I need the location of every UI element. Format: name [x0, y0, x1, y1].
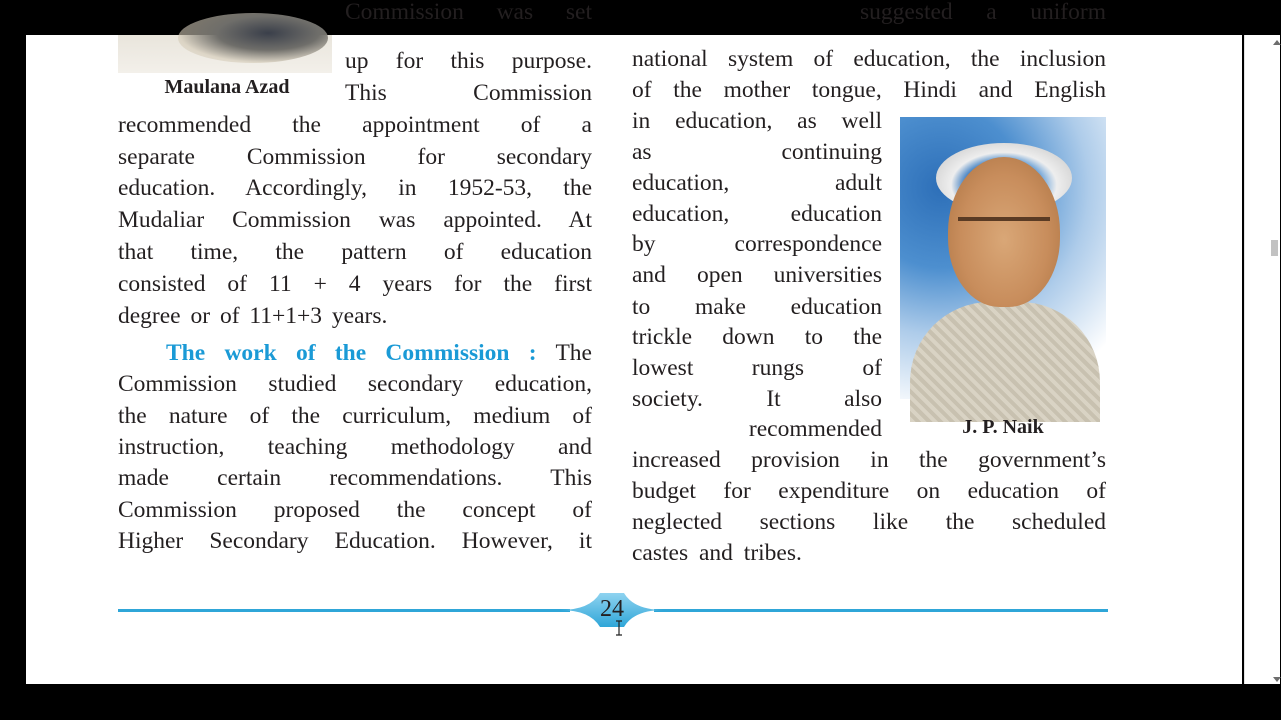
section-heading-line — [166, 340, 592, 366]
wrap-line: in education, as well — [632, 108, 882, 134]
cut-top-line-right: suggested a uniform — [860, 0, 1106, 25]
text-line: of the mother tongue, Hindi and English — [632, 77, 1106, 103]
page-number: 24 — [600, 596, 624, 622]
text-cursor-icon — [615, 620, 623, 636]
wrap-line: society. It also — [632, 386, 882, 412]
text-line: consisted of 11 + 4 years for the first — [118, 271, 592, 297]
text-line: education. Accordingly, in 1952-53, the — [118, 175, 592, 201]
section-heading: The work of the Commission : — [166, 340, 537, 366]
text-line: separate Commission for secondary — [118, 144, 592, 170]
wrap-line: by correspondence — [632, 231, 882, 257]
text-line: that time, the pattern of education — [118, 239, 592, 265]
footer-rule-right — [654, 609, 1108, 612]
wrap-line: and open universities — [632, 262, 882, 288]
wrap-line: recommended — [748, 416, 882, 442]
footer-rule-left — [118, 609, 570, 612]
text-line: Commission proposed the concept of — [118, 497, 592, 523]
scroll-up-icon[interactable] — [1273, 40, 1281, 45]
wrap-line: as continuing — [632, 139, 882, 165]
wrap-line: education, education — [632, 201, 882, 227]
scroll-down-icon[interactable] — [1273, 677, 1281, 682]
cut-top-line-left: Commission was set — [345, 0, 592, 25]
text-line: Mudaliar Commission was appointed. At — [118, 207, 592, 233]
text-line: national system of education, the inclusion — [632, 46, 1106, 72]
text-line: Higher Secondary Education. However, it — [118, 528, 592, 554]
text-line: instruction, teaching methodology and — [118, 434, 592, 460]
scroll-thumb[interactable] — [1271, 240, 1278, 256]
wrap-line: up for this purpose. — [345, 48, 592, 74]
maulana-azad-portrait — [118, 35, 332, 73]
text-line: recommended the appointment of a — [118, 112, 592, 138]
wrap-line: trickle down to the — [632, 324, 882, 350]
text-line: budget for expenditure on education of — [632, 478, 1106, 504]
jp-naik-portrait — [900, 117, 1106, 399]
text-line: degree or of 11+1+3 years. — [118, 303, 388, 329]
text-line: made certain recommendations. This — [118, 465, 592, 491]
text-line: castes and tribes. — [632, 540, 802, 566]
wrap-line: This Commission — [345, 80, 592, 106]
text-line: neglected sections like the scheduled — [632, 509, 1106, 535]
text-line: Commission studied secondary education, — [118, 371, 592, 397]
wrap-line: to make education — [632, 294, 882, 320]
section-heading-tail: The — [555, 340, 592, 366]
vertical-scrollbar[interactable] — [1244, 35, 1280, 684]
text-line: increased provision in the government’s — [632, 447, 1106, 473]
text-line: the nature of the curriculum, medium of — [118, 403, 592, 429]
wrap-line: education, adult — [632, 170, 882, 196]
naik-image-caption: J. P. Naik — [962, 416, 1044, 438]
wrap-line: lowest rungs of — [632, 355, 882, 381]
azad-image-caption: Maulana Azad — [164, 76, 290, 98]
